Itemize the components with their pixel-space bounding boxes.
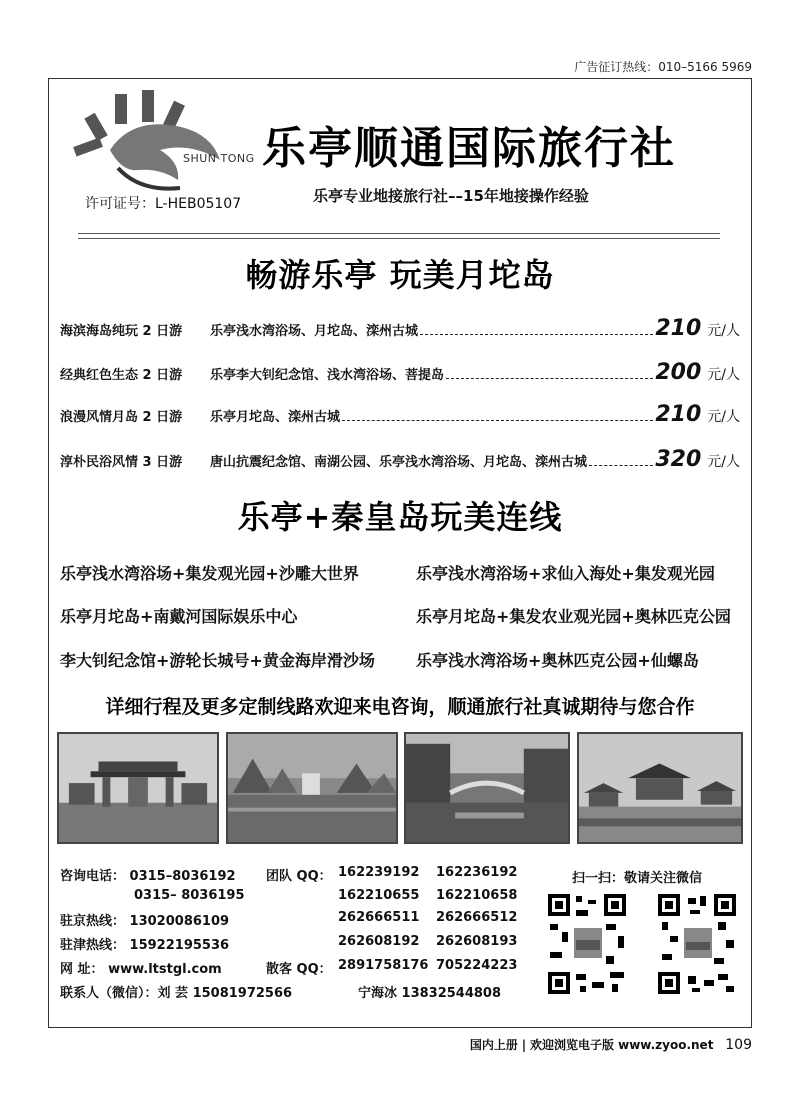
wechat-qr-code-icon[interactable] [546, 892, 628, 996]
leader-dashes [589, 465, 653, 466]
tour-row [60, 360, 740, 386]
combo-route: 乐亭浅水湾浴场+奥林匹克公园+仙螺岛 [416, 651, 699, 670]
phone-2: 0315– 8036195 [134, 888, 245, 903]
price-unit: 元/人 [707, 454, 740, 470]
company-name: 乐亭顺通国际旅行社 [262, 123, 676, 174]
group-qq-3: 162210655 [338, 888, 420, 903]
tour-price: 210 [655, 402, 702, 427]
tour-row [60, 447, 740, 473]
tianjin-hotline: 15922195536 [129, 938, 230, 953]
single-qq-label: 散客 QQ： [266, 962, 332, 977]
group-qq-2: 162236192 [436, 865, 518, 880]
footer-separator: | [521, 1038, 527, 1052]
leader-dashes [342, 420, 653, 421]
leader-dashes [446, 378, 653, 379]
group-qq-6: 262666512 [436, 910, 518, 925]
tour-name: 经典红色生态 2 日游 [60, 368, 183, 383]
phone-1: 0315–8036192 [129, 869, 236, 884]
section2-title: 乐亭+秦皇岛玩美连线 [237, 498, 563, 536]
group-qq-4: 162210658 [436, 888, 518, 903]
price-unit: 元/人 [707, 323, 740, 339]
photo-seaside-cabins [226, 732, 398, 844]
group-qq-5: 262666511 [338, 910, 420, 925]
wechat-qr-code-icon[interactable] [656, 892, 738, 996]
combo-route: 李大钊纪念馆+游轮长城号+黄金海岸滑沙场 [60, 651, 375, 670]
logo-text: SHUN TONG [183, 152, 255, 165]
person-1: 刘 芸 15081972566 [157, 986, 293, 1001]
leader-dashes [420, 334, 653, 335]
section1-title: 畅游乐亭 玩美月坨岛 [245, 256, 555, 294]
page-footer [470, 1036, 752, 1053]
person-2: 宁海冰 13832544808 [358, 986, 502, 1001]
group-qq-1: 162239192 [338, 865, 420, 880]
tour-route: 乐亭浅水湾浴场、月坨岛、滦州古城 [210, 324, 419, 339]
contact-tianjin [60, 934, 229, 953]
combo-route: 乐亭月坨岛+集发农业观光园+奥林匹克公园 [416, 607, 731, 626]
web-label: 网 址： [60, 962, 104, 977]
single-qq-2: 705224223 [436, 958, 518, 973]
header-divider [78, 233, 720, 239]
person-label: 联系人（微信）： [60, 986, 158, 1001]
call-to-action: 详细行程及更多定制线路欢迎来电咨询，顺通旅行社真诚期待与您合作 [105, 696, 695, 718]
combo-route: 乐亭浅水湾浴场+集发观光园+沙雕大世界 [60, 564, 359, 583]
contact-person [60, 982, 292, 1001]
contact-beijing [60, 910, 229, 929]
contact-phone [60, 865, 236, 884]
license-number: 许可证号：L-HEB05107 [85, 196, 242, 212]
group-qq-8: 262608193 [436, 934, 518, 949]
photo-ancient-town [404, 732, 570, 844]
beijing-label: 驻京热线： [60, 914, 126, 929]
group-qq-7: 262608192 [338, 934, 420, 949]
price-unit: 元/人 [707, 409, 740, 425]
tour-name: 浪漫风情月岛 2 日游 [60, 410, 183, 425]
price-unit: 元/人 [707, 367, 740, 383]
tour-row [60, 402, 740, 428]
footer-section: 国内上册 [469, 1038, 518, 1052]
website-link[interactable]: www.ltstgl.com [108, 962, 222, 977]
tour-price: 210 [655, 316, 702, 341]
photo-memorial-gate [57, 732, 219, 844]
tour-row [60, 316, 740, 342]
phone-label: 咨询电话： [60, 869, 126, 884]
tour-price: 320 [655, 447, 702, 472]
tour-route: 乐亭月坨岛、滦州古城 [210, 410, 341, 425]
sun-logo-icon [60, 80, 260, 210]
beijing-hotline: 13020086109 [129, 914, 230, 929]
single-qq-1: 2891758176 [338, 958, 429, 973]
page-number: 109 [725, 1037, 752, 1053]
photo-temple [577, 732, 743, 844]
tour-route: 乐亭李大钊纪念馆、浅水湾浴场、菩提岛 [210, 368, 445, 383]
ad-hotline: 广告征订热线：010–5166 5969 [574, 60, 752, 74]
tour-price: 200 [655, 360, 702, 385]
tour-name: 淳朴民浴风情 3 日游 [60, 455, 183, 470]
combo-route: 乐亭月坨岛+南戴河国际娱乐中心 [60, 607, 298, 626]
scan-prompt: 扫一扫：敬请关注微信 [572, 871, 703, 886]
footer-promo: 欢迎浏览电子版 www.zyoo.net [529, 1038, 714, 1052]
contact-web [60, 958, 222, 977]
company-tagline: 乐亭专业地接旅行社––15年地接操作经验 [313, 187, 589, 205]
tour-route: 唐山抗震纪念馆、南湖公园、乐亭浅水湾浴场、月坨岛、滦州古城 [210, 455, 588, 470]
group-qq-label: 团队 QQ： [266, 869, 332, 884]
combo-route: 乐亭浅水湾浴场+求仙入海处+集发观光园 [416, 564, 715, 583]
tour-name: 海滨海岛纯玩 2 日游 [60, 324, 183, 339]
tianjin-label: 驻津热线： [60, 938, 126, 953]
